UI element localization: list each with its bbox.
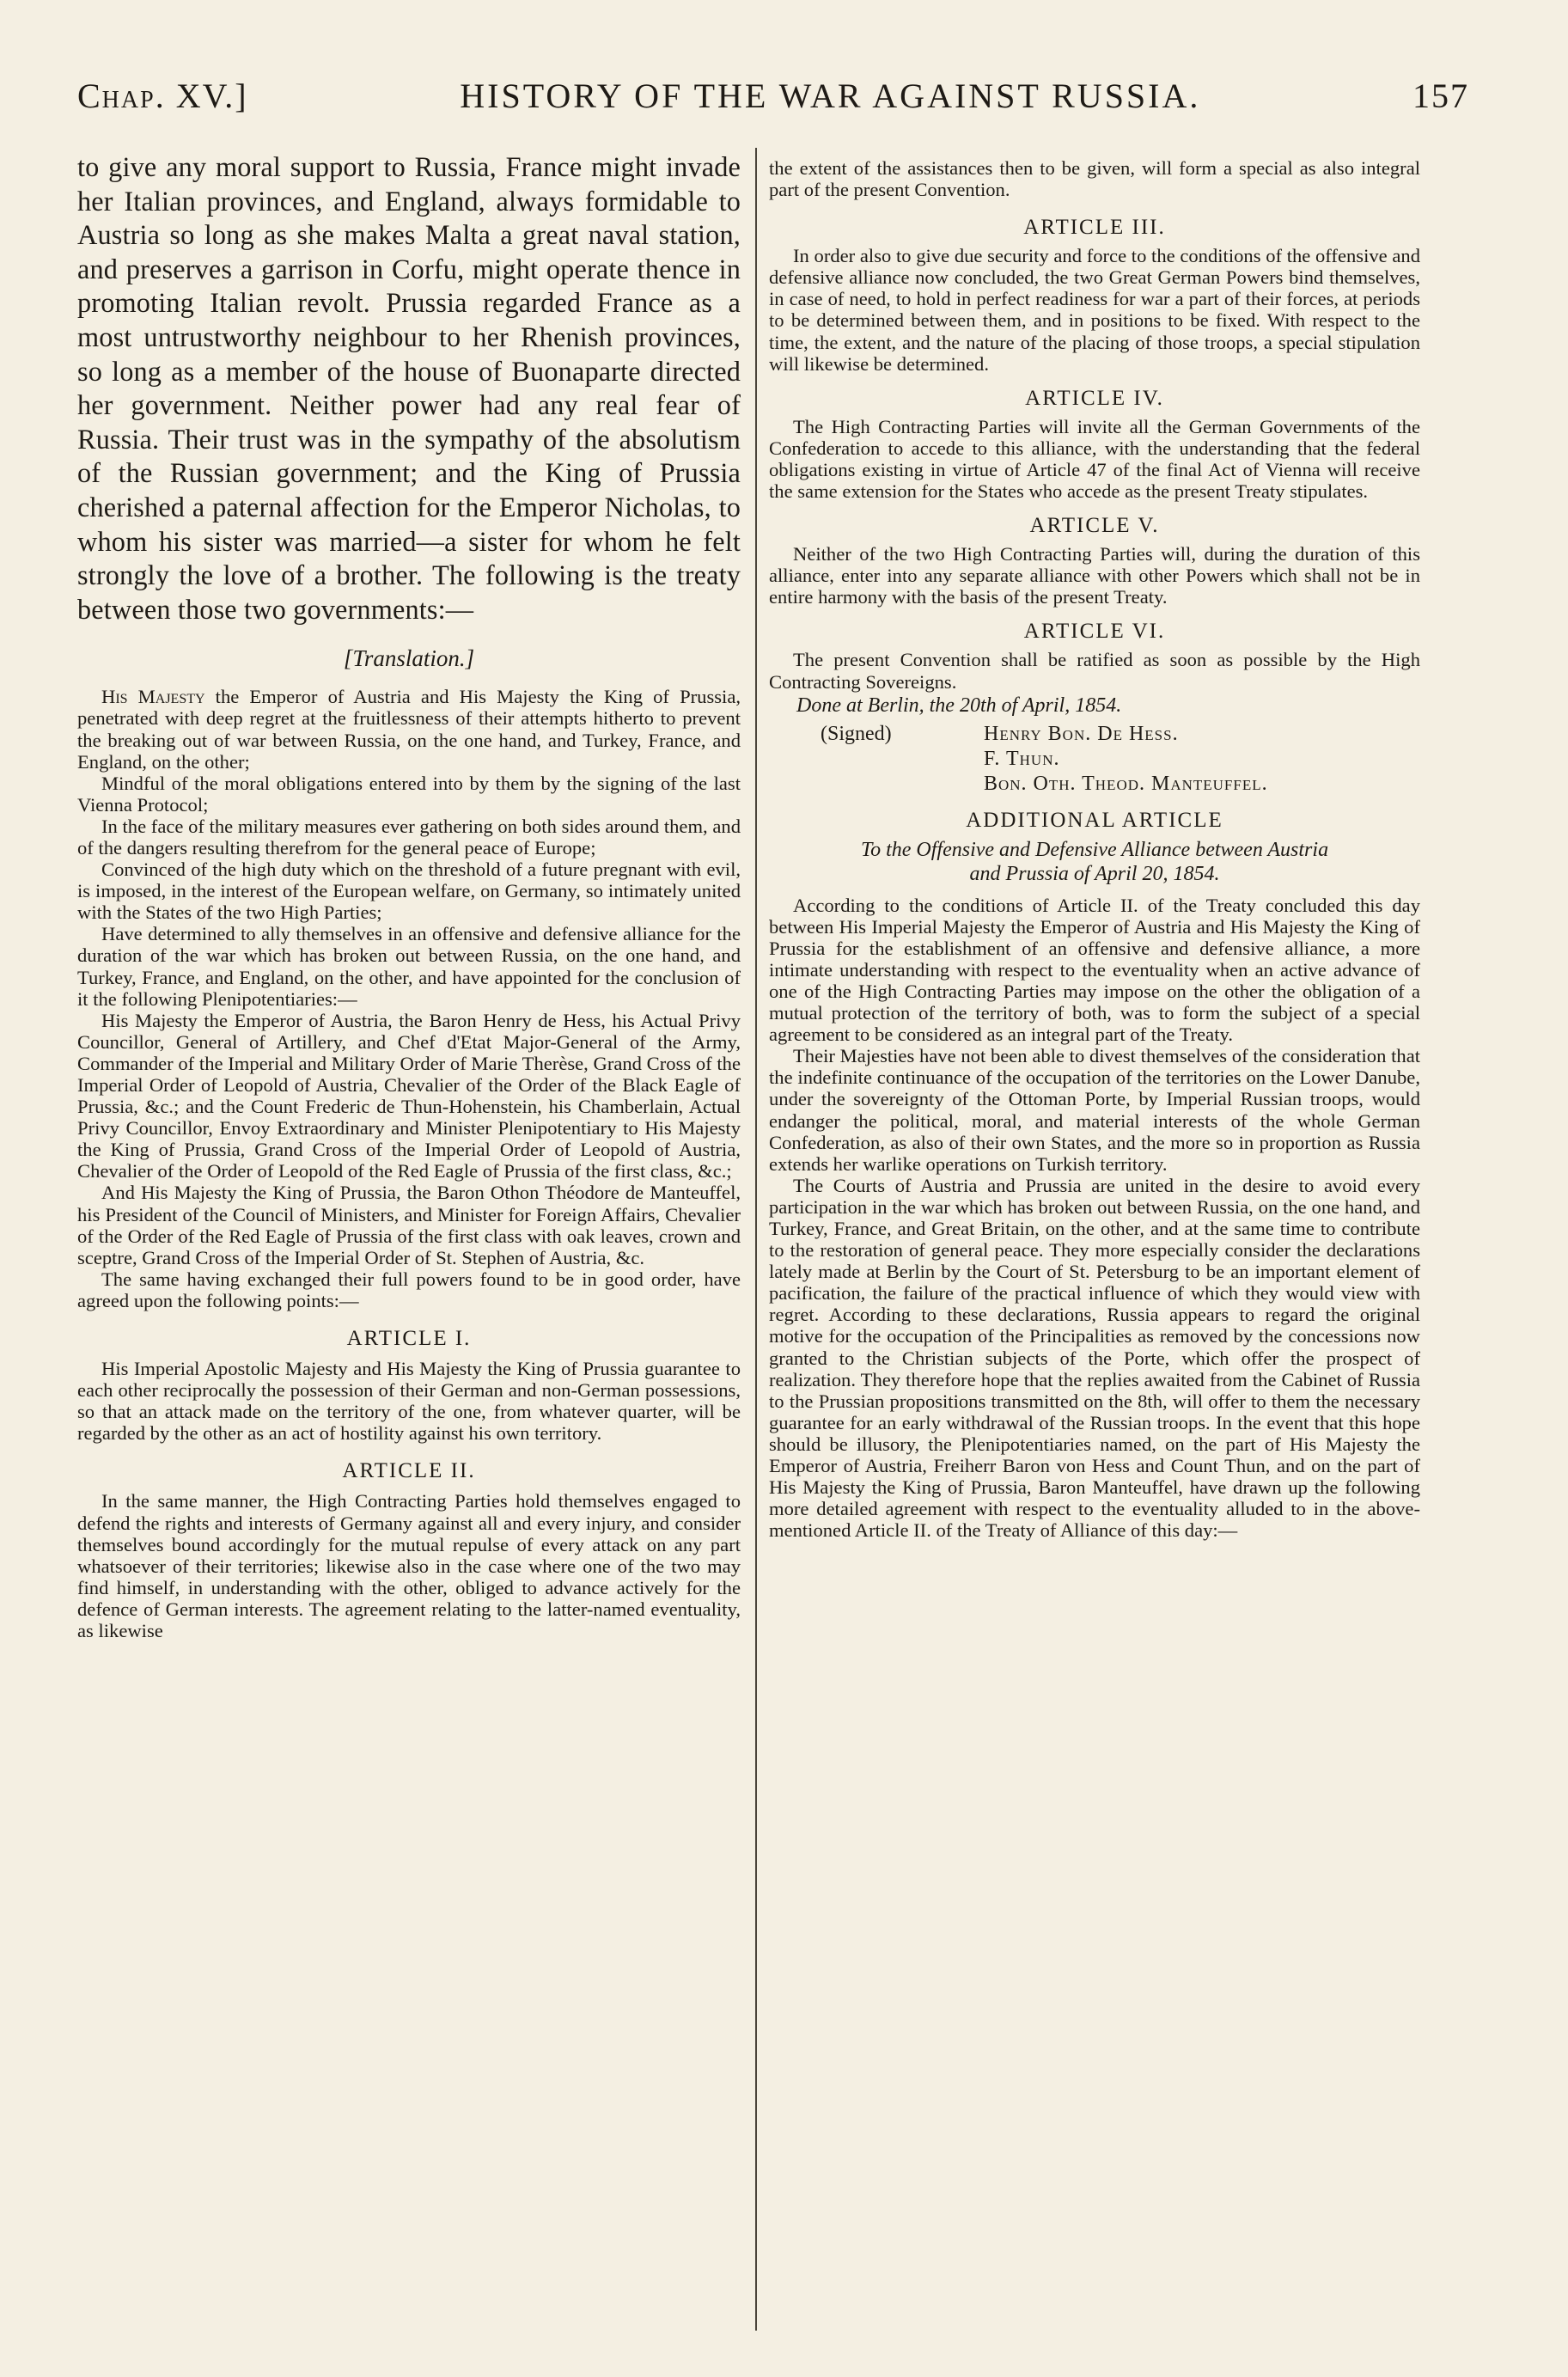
additional-paragraph: The Courts of Austria and Prussia are united in the desire to avoid every participation in the war which has broken out between Russia, on the one hand, and Turkey, France, and Great Britain, on the other, and at the same time to contribute to the restoration of general peace. They more especially consider the declarations lately made at Berlin by the Court of St. Petersburg to be an important element of pacification, the failure of the practical influence of which they would view with regret. According to these declarations, Russia appears to regard the original motive for the occupation of the Principalities as removed by the concessions now granted to the Christian subjects of the Porte, which offer the prospect of realization. They therefore hope that the replies awaited from the Cabinet of Russia to the Prussian propositions transmitted on the 8th, will offer to them the necessary guarantee for an early withdrawal of the Russian troops. In the event that this hope should be illusory, the Plenipotentiaries named, on the part of His Majesty the Emperor of Austria, Freiherr Baron von Hess and Count Thun, and on the part of His Majesty the King of Prussia, Baron Manteuffel, have drawn up the following more detailed agreement with respect to the eventuality alluded to in the above-mentioned Article II. of the Treaty of Alliance of this day:— <box>769 1174 1420 1542</box>
signer-name: Henry Bon. De Hess. <box>984 722 1179 745</box>
chapter-label: Chap. XV.] <box>77 76 248 115</box>
column-divider <box>755 148 757 2331</box>
article-1 <box>77 1358 741 1444</box>
article-5 <box>769 543 1420 608</box>
article-6-heading: ARTICLE VI. <box>1023 620 1166 644</box>
treaty-paragraph-opening <box>77 686 741 772</box>
intro-paragraph: to give any moral support to Russia, France might invade her Italian provinces, and England, always formidable to Austria so long as she makes Malta a great naval station, and preserves a garrison in Corfu, might operate thence in promoting Italian revolt. Prussia regarded France as a most untrustworthy neighbour to her Rhenish provinces, so long as a member of the house of Buonaparte directed her government. Neither power had any real fear of Russia. Their trust was in the sympathy of the absolutism of the Russian government; and the King of Prussia cherished a paternal affection for the Emperor Nicholas, to whom his sister was married—a sister for whom he felt strongly the love of a brother. The following is the treaty between those two governments:— <box>77 151 741 625</box>
article-1-text: His Imperial Apostolic Majesty and His Majesty the King of Prussia guarantee to each other reciprocally the possession of their German and non-German possessions, so that an attack made on the territory of the one, from whatever quarter, will be regarded by the other as an act of hostility against his own territory. <box>77 1358 741 1445</box>
additional-article-heading: ADDITIONAL ARTICLE <box>966 808 1223 832</box>
treaty-preamble <box>77 686 741 1311</box>
signer-name: Bon. Oth. Theod. Manteuffel. <box>984 772 1268 795</box>
treaty-paragraph: The same having exchanged their full powers found to be in good order, have agreed upon the following points:— <box>77 1268 741 1311</box>
done-at-line: Done at Berlin, the 20th of April, 1854. <box>796 694 1122 717</box>
article-2-heading: ARTICLE II. <box>342 1459 476 1483</box>
treaty-paragraph: And His Majesty the King of Prussia, the Baron Othon Théodore de Manteuffel, his President of the Council of Ministers, and Minister for Foreign Affairs, Chevalier of the Order of the Red Eagle of Prussia of the first class with oak leaves, crown and sceptre, Grand Cross of the Imperial Order of St. Stephen of Austria, &c. <box>77 1182 741 1268</box>
article-5-text: Neither of the two High Contracting Parties will, during the duration of this alliance, enter into any separate alliance with other Powers which shall not be in entire harmony with the basis of the present Treaty. <box>769 543 1420 608</box>
right-column <box>769 157 1420 1541</box>
treaty-paragraph: His Majesty the Emperor of Austria, the Baron Henry de Hess, his Actual Privy Councillor, General of Artillery, and Chef d'Etat Major-General of the Army, Commander of the Imperial and Military Order of Marie Therèse, Grand Cross of the Imperial Order of Leopold of Austria, Chevalier of the Order of the Black Eagle of Prussia, &c.; and the Count Frederic de Thun-Hohenstein, his Chamberlain, Actual Privy Councillor, Envoy Extraordinary and Minister Plenipotentiary to His Majesty the King of Prussia, Grand Cross of the Imperial Order of Leopold of Austria, Chevalier of the Order of Leopold of the Red Eagle of Prussia of the first class, &c.; <box>77 1009 741 1182</box>
opening-rest: the Emperor of Austria and His Majesty the King of Prussia, penetrated with deep regret at the fruitlessness of their attempts hitherto to prevent the breaking out of war between Russia, on the one hand, and Turkey, France, and England, on the other; <box>77 686 741 773</box>
running-head <box>77 76 1469 127</box>
opening-small-caps: His Majesty <box>101 686 205 708</box>
treaty-paragraph: In the face of the military measures ever gathering on both sides around them, and of the dangers resulting therefrom for the general peace of Europe; <box>77 815 741 859</box>
article-6 <box>769 649 1420 692</box>
article-5-heading: ARTICLE V. <box>1029 514 1160 538</box>
subtitle-line-1: To the Offensive and Defensive Alliance between Austria <box>860 838 1329 861</box>
translation-note: [Translation.] <box>343 645 475 672</box>
additional-article-body <box>769 895 1420 1542</box>
intro-text <box>77 150 741 626</box>
signers-list <box>984 722 1268 797</box>
article-2 <box>77 1490 741 1641</box>
article-3-heading: ARTICLE III. <box>1023 216 1166 240</box>
article-1-heading: ARTICLE I. <box>346 1327 472 1351</box>
article-3 <box>769 245 1420 375</box>
signatures-block <box>821 722 1420 797</box>
additional-paragraph: According to the conditions of Article II. of the Treaty concluded this day between His Imperial Majesty the Emperor of Austria and His Majesty the King of Prussia for the establishment of an offensive and defensive alliance, a more intimate understanding with respect to the eventuality when an active advance of one of the High Contracting Parties may impose on the other the obligation of a mutual protection of the territory of both, was to form the subject of a special agreement to be considered as an integral part of the Treaty. <box>769 894 1420 1046</box>
subtitle-line-2: and Prussia of April 20, 1854. <box>969 862 1220 885</box>
treaty-paragraph: Convinced of the high duty which on the threshold of a future pregnant with evil, is imposed, in the interest of the European welfare, on Germany, so intimately united with the States of the two High Parties; <box>77 859 741 924</box>
left-column <box>77 150 741 1641</box>
article-2-text: In the same manner, the High Contracting Parties hold themselves engaged to defend the rights and interests of Germany against all and every injury, and consider themselves bound accordingly for the mutual repulse of every attack on any part whatsoever of their territories; likewise also in the case where one of the two may find himself, in understanding with the other, obliged to advance actively for the defence of German interests. The agreement relating to the latter-named eventuality, as likewise <box>77 1490 741 1641</box>
article-4-heading: ARTICLE IV. <box>1025 386 1164 410</box>
article-6-text: The present Convention shall be ratified as soon as possible by the High Contracting Sovereigns. <box>769 649 1420 693</box>
signed-label: (Signed) <box>821 722 892 745</box>
treaty-paragraph: Mindful of the moral obligations entered into by them by the signing of the last Vienna Protocol; <box>77 772 741 816</box>
article-4 <box>769 416 1420 502</box>
running-title: HISTORY OF THE WAR AGAINST RUSSIA. <box>460 76 1201 115</box>
article-3-text: In order also to give due security and force to the conditions of the offensive and defensive alliance now concluded, the two Great German Powers bind themselves, in case of need, to hold in perfect readiness for war a part of their forces, at periods to be determined between them, and in positions to be fixed. With respect to the time, the extent, and the nature of the placing of those troops, a special stipulation will likewise be determined. <box>769 245 1420 375</box>
article-4-text: The High Contracting Parties will invite all the German Governments of the Confederation to accede to this alliance, with the understanding that the federal obligations existing in virtue of Article 47 of the final Act of Vienna will receive the same extension for the States who accede as the present Treaty stipulates. <box>769 415 1420 503</box>
signer-name: F. Thun. <box>984 747 1060 770</box>
continuation-text: the extent of the assistances then to be given, will form a special as also integral part of the present Convention. <box>769 157 1420 201</box>
additional-article-subtitle <box>769 838 1420 886</box>
page-number: 157 <box>1412 76 1469 115</box>
additional-paragraph: Their Majesties have not been able to divest themselves of the consideration that the indefinite continuance of the occupation of the territories on the Lower Danube, under the sovereignty of the Ottoman Porte, by Imperial Russian troops, would endanger the political, moral, and material interests of the whole German Confederation, as also of their own States, and the more so in proportion as Russia extends her warlike operations on Turkish territory. <box>769 1045 1420 1175</box>
article-2-continuation <box>769 157 1420 200</box>
treaty-paragraph: Have determined to ally themselves in an offensive and defensive alliance for the duration of the war which has broken out between Russia, on the one hand, and Turkey, France, and England, on the other, and have appointed for the conclusion of it the following Plenipotentiaries:— <box>77 923 741 1010</box>
